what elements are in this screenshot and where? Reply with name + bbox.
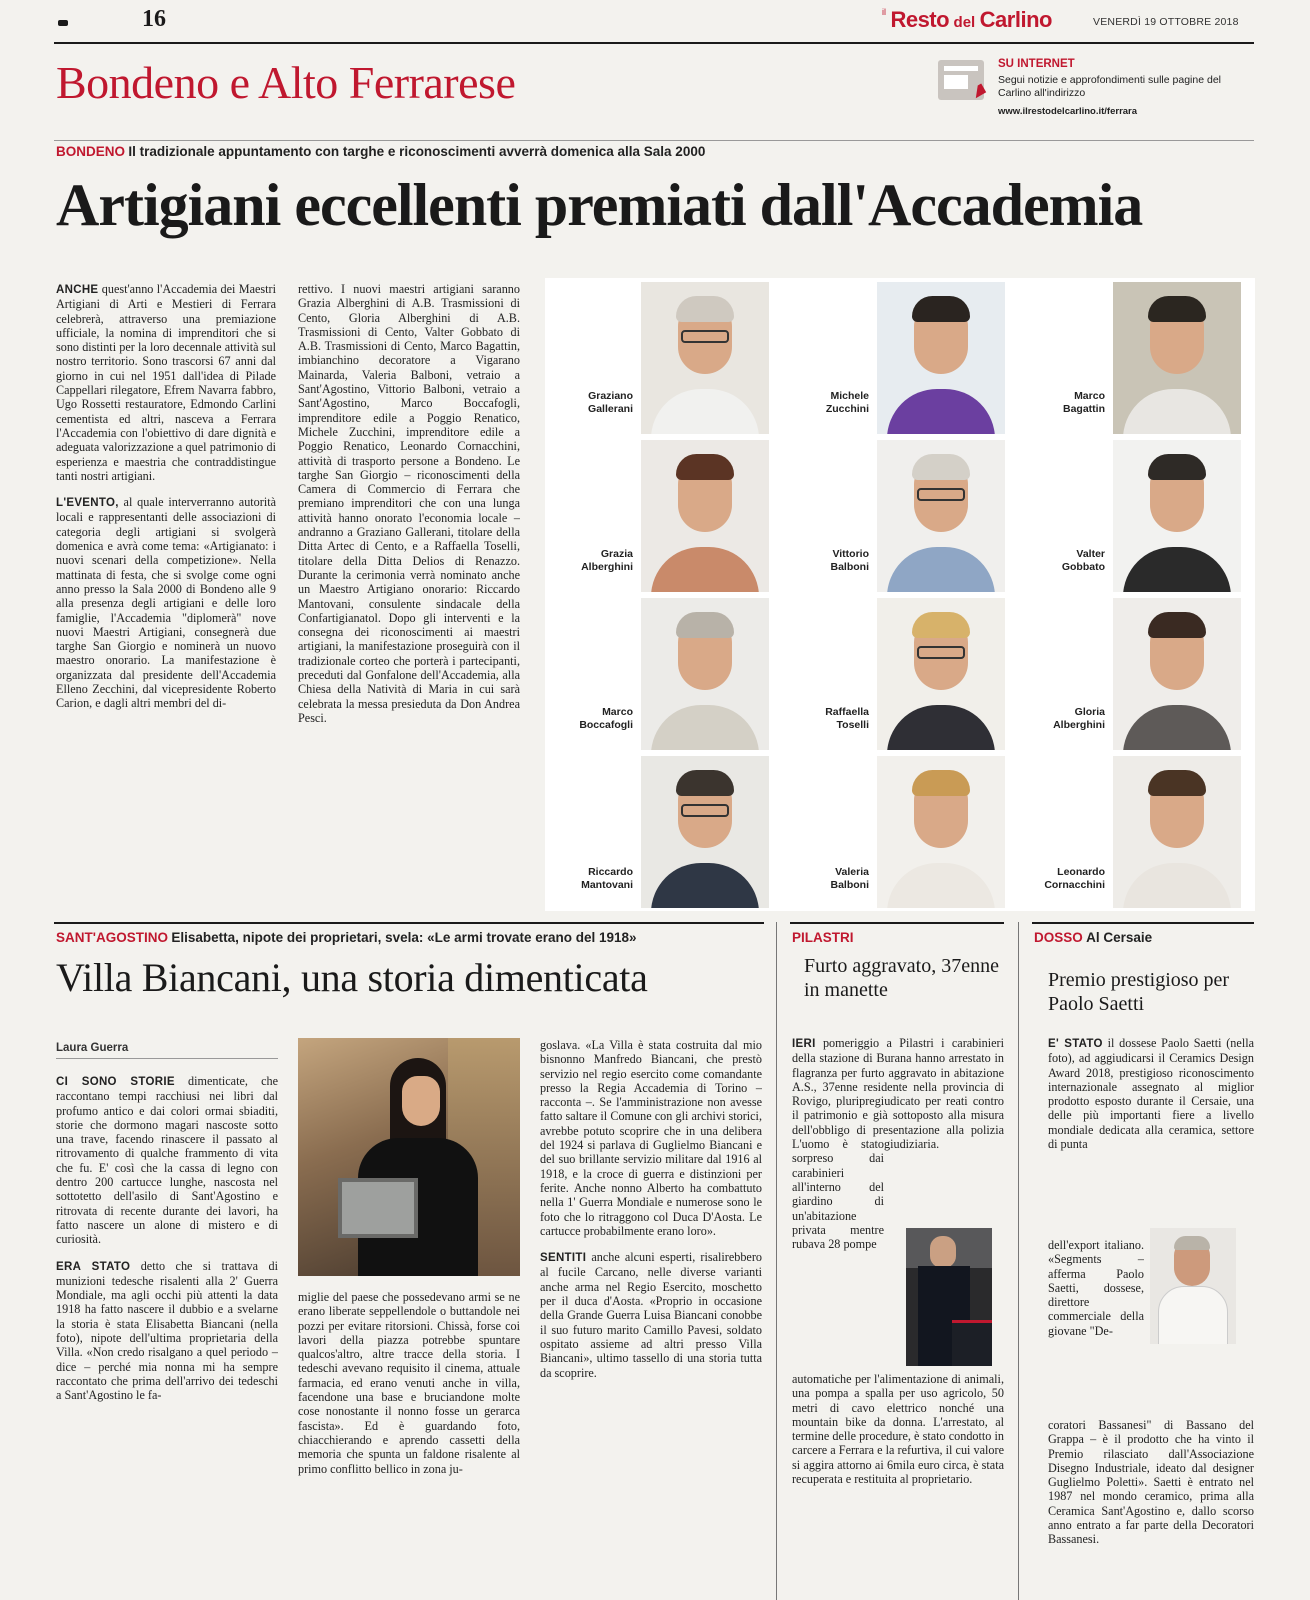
portrait-first-name: Marco	[602, 706, 633, 718]
portrait-photo	[1113, 440, 1241, 592]
portrait-cell	[545, 438, 781, 596]
page-number: 16	[142, 6, 166, 32]
bottom-rule-dosso	[1032, 922, 1254, 924]
lead-col1-p1-lead: ANCHE	[56, 284, 99, 296]
bottom-rule-villa	[54, 922, 764, 924]
portrait-caption	[545, 390, 633, 416]
internet-title: SU INTERNET	[998, 58, 1075, 70]
portrait-cell	[1017, 438, 1253, 596]
portrait-first-name: Vittorio	[832, 548, 869, 560]
portrait-first-name: Valeria	[835, 866, 869, 878]
portrait-caption	[781, 390, 869, 416]
pilastri-lead: IERI	[792, 1038, 816, 1050]
portrait-last-name: Boccafogli	[579, 719, 633, 731]
villa-byline: Laura Guerra	[56, 1042, 129, 1054]
portrait-last-name: Gallerani	[588, 403, 633, 415]
villa-column-3	[540, 1038, 762, 1600]
portrait-caption	[1017, 390, 1105, 416]
villa-col1-p1: dimenticate, che raccontano tempi racchiusi nei libri dal profumo antico e dai colori ormai sbiaditi, storie che dormono magari nascoste sotto una trave, facendo rinascere il passato al ritrovamento di qualche frammento di vita che fu. E' così che la cassa di legno con dentro 200 cartucce lunghe, nascosta nel sottotetto dell'asilo di Sant'Agostino e ritrovata di recente durante dei lavori, ha fatto nascere un alone di mistero e di curiosità.	[56, 1074, 278, 1247]
carabinieri-photo	[906, 1228, 992, 1366]
portrait-first-name: Michele	[830, 390, 869, 402]
portrait-caption	[781, 548, 869, 574]
portrait-first-name: Graziano	[588, 390, 633, 402]
elisabetta-biancani-photo	[298, 1038, 520, 1276]
portrait-photo	[1113, 598, 1241, 750]
lead-top-rule	[54, 140, 1254, 141]
lead-kicker	[56, 144, 705, 160]
portrait-cell	[1017, 754, 1253, 912]
bottom-rule-pilastri	[790, 922, 1004, 924]
portrait-first-name: Gloria	[1074, 706, 1105, 718]
lead-kicker-text: Il tradizionale appuntamento con targhe e riconoscimenti avverrà domenica alla Sala 2000	[128, 144, 706, 159]
newspaper-logo: $^{il}$ Resto del Carlino	[882, 7, 1052, 32]
portrait-photo	[877, 598, 1005, 750]
byline-rule	[56, 1058, 278, 1059]
portrait-last-name: Toselli	[836, 719, 869, 731]
portrait-cell	[1017, 596, 1253, 754]
dosso-headline: Premio prestigioso per Paolo Saetti	[1048, 969, 1230, 1015]
portrait-photo	[641, 440, 769, 592]
portrait-cell	[781, 438, 1017, 596]
villa-kicker-text: Elisabetta, nipote dei proprietari, svela: «Le armi trovate erano del 1918»	[171, 930, 637, 945]
dosso-p2: dell'export italiano. «Segments – afferma Paolo Saetti, dossese, direttore commerciale della giovane "De-	[1048, 1238, 1144, 1338]
portrait-last-name: Cornacchini	[1044, 879, 1105, 891]
internet-url[interactable]: www.ilrestodelcarlino.it/ferrara	[998, 106, 1138, 117]
portrait-caption	[545, 548, 633, 574]
portrait-photo	[1113, 756, 1241, 908]
dosso-text-narrow	[1048, 1238, 1144, 1418]
portrait-caption	[781, 866, 869, 892]
villa-col3-p2-lead: SENTITI	[540, 1252, 587, 1265]
portrait-photo	[641, 282, 769, 434]
dosso-kicker	[1034, 930, 1152, 946]
section-title: Bondeno e Alto Ferrarese	[56, 57, 516, 108]
lead-col1-p2-lead: L'EVENTO,	[56, 497, 119, 510]
dosso-p3: coratori Bassanesi" di Bassano del Grappa – è il prodotto che ha vinto il Premio rilasciato dall'Associazione Disegno Industriale, ideato dal designer Guglielmo Poletti». Saetti è entrato nel 1987 nel mondo ceramico, prima alla Ceramica Sant'Agostino e, dallo scorso anno entrato a far parte della Decoratori Bassanesi.	[1048, 1418, 1254, 1547]
villa-column-2	[298, 1290, 520, 1600]
pilastri-p1: pomeriggio a Pilastri i carabinieri della stazione di Burana hanno arrestato in flagranza per furto aggravato in abitazione A.S., 37enne residente nella provincia di Rovigo, pluripregiudicato per reati contro il patrimonio e già sottoposto alla misura dell'obbligo di presentazione alla polizia giudiziaria.	[792, 1036, 1004, 1152]
lead-kicker-place: BONDENO	[56, 144, 126, 159]
portrait-photo	[641, 598, 769, 750]
portrait-cell	[1017, 280, 1253, 438]
portrait-cell	[545, 596, 781, 754]
portrait-cell	[545, 754, 781, 912]
portrait-cell	[781, 280, 1017, 438]
internet-text: Segui notizie e approfondimenti sulle pagine del Carlino all'indirizzo	[998, 74, 1221, 99]
portrait-cell	[781, 754, 1017, 912]
portrait-caption	[1017, 706, 1105, 732]
portrait-last-name: Zucchini	[825, 403, 869, 415]
portrait-caption	[781, 706, 869, 732]
portrait-last-name: Bagattin	[1063, 403, 1105, 415]
pilastri-kicker: PILASTRI	[792, 930, 854, 945]
pilastri-p2: L'uomo è stato sorpreso dai carabinieri all'interno del giardino di un'abitazione privata mentre rubava 28 pompe	[792, 1137, 884, 1252]
portrait-first-name: Riccardo	[588, 866, 633, 878]
computer-icon	[938, 60, 984, 100]
portrait-first-name: Marco	[1074, 390, 1105, 402]
villa-col3-p1: goslava. «La Villa è stata costruita dal mio bisnonno Manfredo Biancani, che prestò servizio nel regio esercito come comandante presso la Regia Accademia di Torino – racconta –. Se l'amministrazione non avesse fatto saltare il Comune con gli archivi storici, avrebbe potuto scoprire che in una delibera del 1924 si parlava di Guglielmo Biancani e del suo brillante servizio militare dal 1916 al 1918, e la croce di guerra e distinzioni per ferite. Anche nonno Alberto ha combattuto nella 1' Guerra Mondiale e numerose sono le foto che lo ritraggono col Duca D'Aosta. Le cartucce probabilmente erano loro».	[540, 1038, 762, 1238]
lead-col1-p2: al quale interverranno autorità locali e rappresentanti delle associazioni di categoria degli artigiani si svolgerà domenica e avrà come tema: «Artigianato: i nuovi scenari della competizione». Nella mattinata di festa, che si svolge come ogni anno presso la Sala 2000 di Bondeno alle 9 alla presenza degli artigiani e delle loro famiglie, l'Accademia "diplomerà" nove nuovi Maestri Artigiani, consegnerà due targhe San Giorgio e nominerà un nuovo maestro onorario. La manifestazione è organizzata dal presidente dell'Accademia Elleno Zecchini, dal vicepresidente Roberto Carion, e dagli altri membri del di-	[56, 495, 276, 711]
masthead-rule	[54, 42, 1254, 44]
divider-pilastri-dosso	[1018, 922, 1019, 1600]
villa-kicker	[56, 930, 637, 946]
dosso-kicker-text: Al Cersaie	[1086, 930, 1153, 945]
portrait-last-name: Balboni	[830, 561, 869, 573]
issue-date: VENERDÌ 19 OTTOBRE 2018	[1093, 16, 1239, 28]
portrait-photo	[641, 756, 769, 908]
portrait-first-name: Raffaella	[825, 706, 869, 718]
lead-column-1	[56, 282, 276, 907]
portrait-last-name: Balboni	[830, 879, 869, 891]
villa-kicker-place: SANT'AGOSTINO	[56, 930, 168, 945]
portrait-last-name: Gobbato	[1061, 561, 1105, 573]
villa-column-1	[56, 1074, 278, 1600]
dosso-p1: il dossese Paolo Saetti (nella foto), ad aggiudicarsi il Ceramics Design Award 2018, prestigioso riconoscimento internazionale assegnato al miglior prodotto esposto durante il Cersaie, una delle più importanti fiere a livello mondiale dedicata alla ceramica, settore di punta	[1048, 1036, 1254, 1152]
pilastri-p3: automatiche per l'alimentazione di animali, una pompa a spalla per uso agricolo, 50 metri di cavo elettrico nonché una mountain bike da donna. L'arrestato, al termine delle procedure, è stato condotto in carcere a Ferrara e la refurtiva, il cui valore si aggira attorno ai 6mila euro circa, è stata recuperata e restituita al proprietario.	[792, 1372, 1004, 1487]
lead-col1-p1: quest'anno l'Accademia dei Maestri Artigiani di Arti e Mestieri di Ferrara celebrerà, attraverso una premiazione ufficiale, la nomina di imprenditori che si sono distinti per la loro decennale attività sul nostro territorio. Sono trascorsi 67 anni dal giorno in cui nel 1951 dall'idea di Pilade Cappellari rilegatore, Efrem Navarra fabbro, Ugo Rossetti restauratore, Edmondo Carlini cementista ed altri, nasceva a Ferrara l'Accademia con l'obiettivo di dare dignità e adeguata valorizzazione a quel patrimonio di esperienza e maestria che contraddistingue tanti nostri artigiani.	[56, 282, 276, 483]
divider-villa-pilastri	[776, 922, 777, 1600]
internet-box	[938, 58, 1258, 128]
lead-col2-text: rettivo. I nuovi maestri artigiani saranno Grazia Alberghini di A.B. Trasmissioni di Cento, Gloria Alberghini di A.B. Trasmissioni di Cento, Valter Gobbato di A.B. Trasmissioni di Cento, Marco Bagattin, imbianchino decoratore a Vigarano Mainarda, Valeria Balboni, vetraio a Sant'Agostino, Vittorio Balboni, vetraio a Sant'Agostino, Marco Boccafogli, imprenditore edile a Poggio Renatico, Michele Zucchini, imprenditore edile a Poggio Renatico, Leonardo Cornacchini, attività di trasporto persone a Bondeno. Le targhe San Giorgio – riconoscimenti della Camera di Commercio di Ferrara che premiano imprenditori che con una lunga attività hanno onorato l'economia locale – andranno a Graziano Gallerani, titolare della Ditta Artec di Cento, e a Raffaella Toselli, titolare della Ditta Delios di Renazzo. Durante la cerimonia verrà nominato anche un Maestro Artigiano onorario: Riccardo Mantovani, consulente sindacale della Confartigianatol. Dopo gli interventi e la consegna dei riconoscimenti ai maestri artigiani, la manifestazione proseguirà con il tradizionale corteo che porterà i partecipanti, preceduti dal Gonfalone dell'Accademia, alla Chiesa della Natività di Maria in cui sarà celebrata la messa presieduta da Don Andrea Pesci.	[298, 282, 520, 725]
portrait-first-name: Valter	[1076, 548, 1105, 560]
portrait-photo	[877, 756, 1005, 908]
dosso-lead: E' STATO	[1048, 1038, 1103, 1050]
villa-col2-text: miglie del paese che possedevano armi se ne erano liberate seppellendole o buttandole nei pozzi per evitare ritorsioni. Chissà, forse coi lavori della piazza potrebbe spuntare qualcos'altro, altre tracce della storia. I tedeschi avevano requisito il cinema, attuale farmacia, ed erano venuti anche in villa, facendone una base e bruciandone molte cose nonostante il nonno fosse un gerarca fascista». Ed è guardando foto, chiacchierando e aprendo cassetti della memoria che spunta un faldone risalente al primo conflitto bellico in zona ju-	[298, 1290, 520, 1476]
lead-column-2	[298, 282, 520, 907]
portrait-cell	[781, 596, 1017, 754]
portrait-cell	[545, 280, 781, 438]
portrait-last-name: Alberghini	[581, 561, 633, 573]
portrait-last-name: Alberghini	[1053, 719, 1105, 731]
pilastri-text-2	[792, 1372, 1004, 1600]
villa-col1-p2-lead: ERA STATO	[56, 1260, 131, 1273]
portrait-first-name: Leonardo	[1057, 866, 1105, 878]
page-marker	[58, 20, 68, 26]
portrait-last-name: Mantovani	[581, 879, 633, 891]
portrait-caption	[545, 866, 633, 892]
portrait-photo	[877, 282, 1005, 434]
portrait-grid	[545, 278, 1255, 911]
portrait-caption	[1017, 866, 1105, 892]
pilastri-headline: Furto aggravato, 37enne in manette	[804, 955, 999, 1001]
villa-col3-p2: anche alcuni esperti, risalirebbero al fucile Carcano, nelle diverse varianti anche arma nel Regio Esercito, moschetto per il duca d'Aosta. «Proprio in occasione della Grande Guerra Luisa Biancani conobbe il suo futuro marito Camillo Pavesi, soldato ospitato assieme ad altri presso Villa Biancani», ultimo tassello di una storia tutta da scoprire.	[540, 1250, 762, 1380]
portrait-first-name: Grazia	[600, 548, 633, 560]
villa-col1-p2: detto che si trattava di munizioni tedesche risalenti alla 2' Guerra Mondiale, ma agli occhi più attenti la data 1918 ha fatto nascere il dubbio e a svelarne la storia è stata Elisabetta Biancani (nella foto), nipote dell'ultima proprietaria della Villa. «Non credo risalgano a quel periodo – dice – perché mia nonna mi ha sempre raccontato che prima dell'arrivo dei tedeschi a Sant'Agostino le fa-	[56, 1258, 278, 1403]
paolo-saetti-photo	[1150, 1228, 1236, 1344]
portrait-caption	[1017, 548, 1105, 574]
masthead	[0, 0, 1310, 42]
villa-col1-p1-lead: CI SONO STORIE	[56, 1076, 175, 1088]
portrait-photo	[877, 440, 1005, 592]
portrait-caption	[545, 706, 633, 732]
dosso-text-2	[1048, 1418, 1254, 1600]
portrait-photo	[1113, 282, 1241, 434]
lead-headline: Artigiani eccellenti premiati dall'Accademia	[56, 172, 1143, 238]
dosso-kicker-place: DOSSO	[1034, 930, 1083, 945]
villa-headline: Villa Biancani, una storia dimenticata	[56, 955, 648, 1000]
dosso-text	[1048, 1036, 1254, 1236]
